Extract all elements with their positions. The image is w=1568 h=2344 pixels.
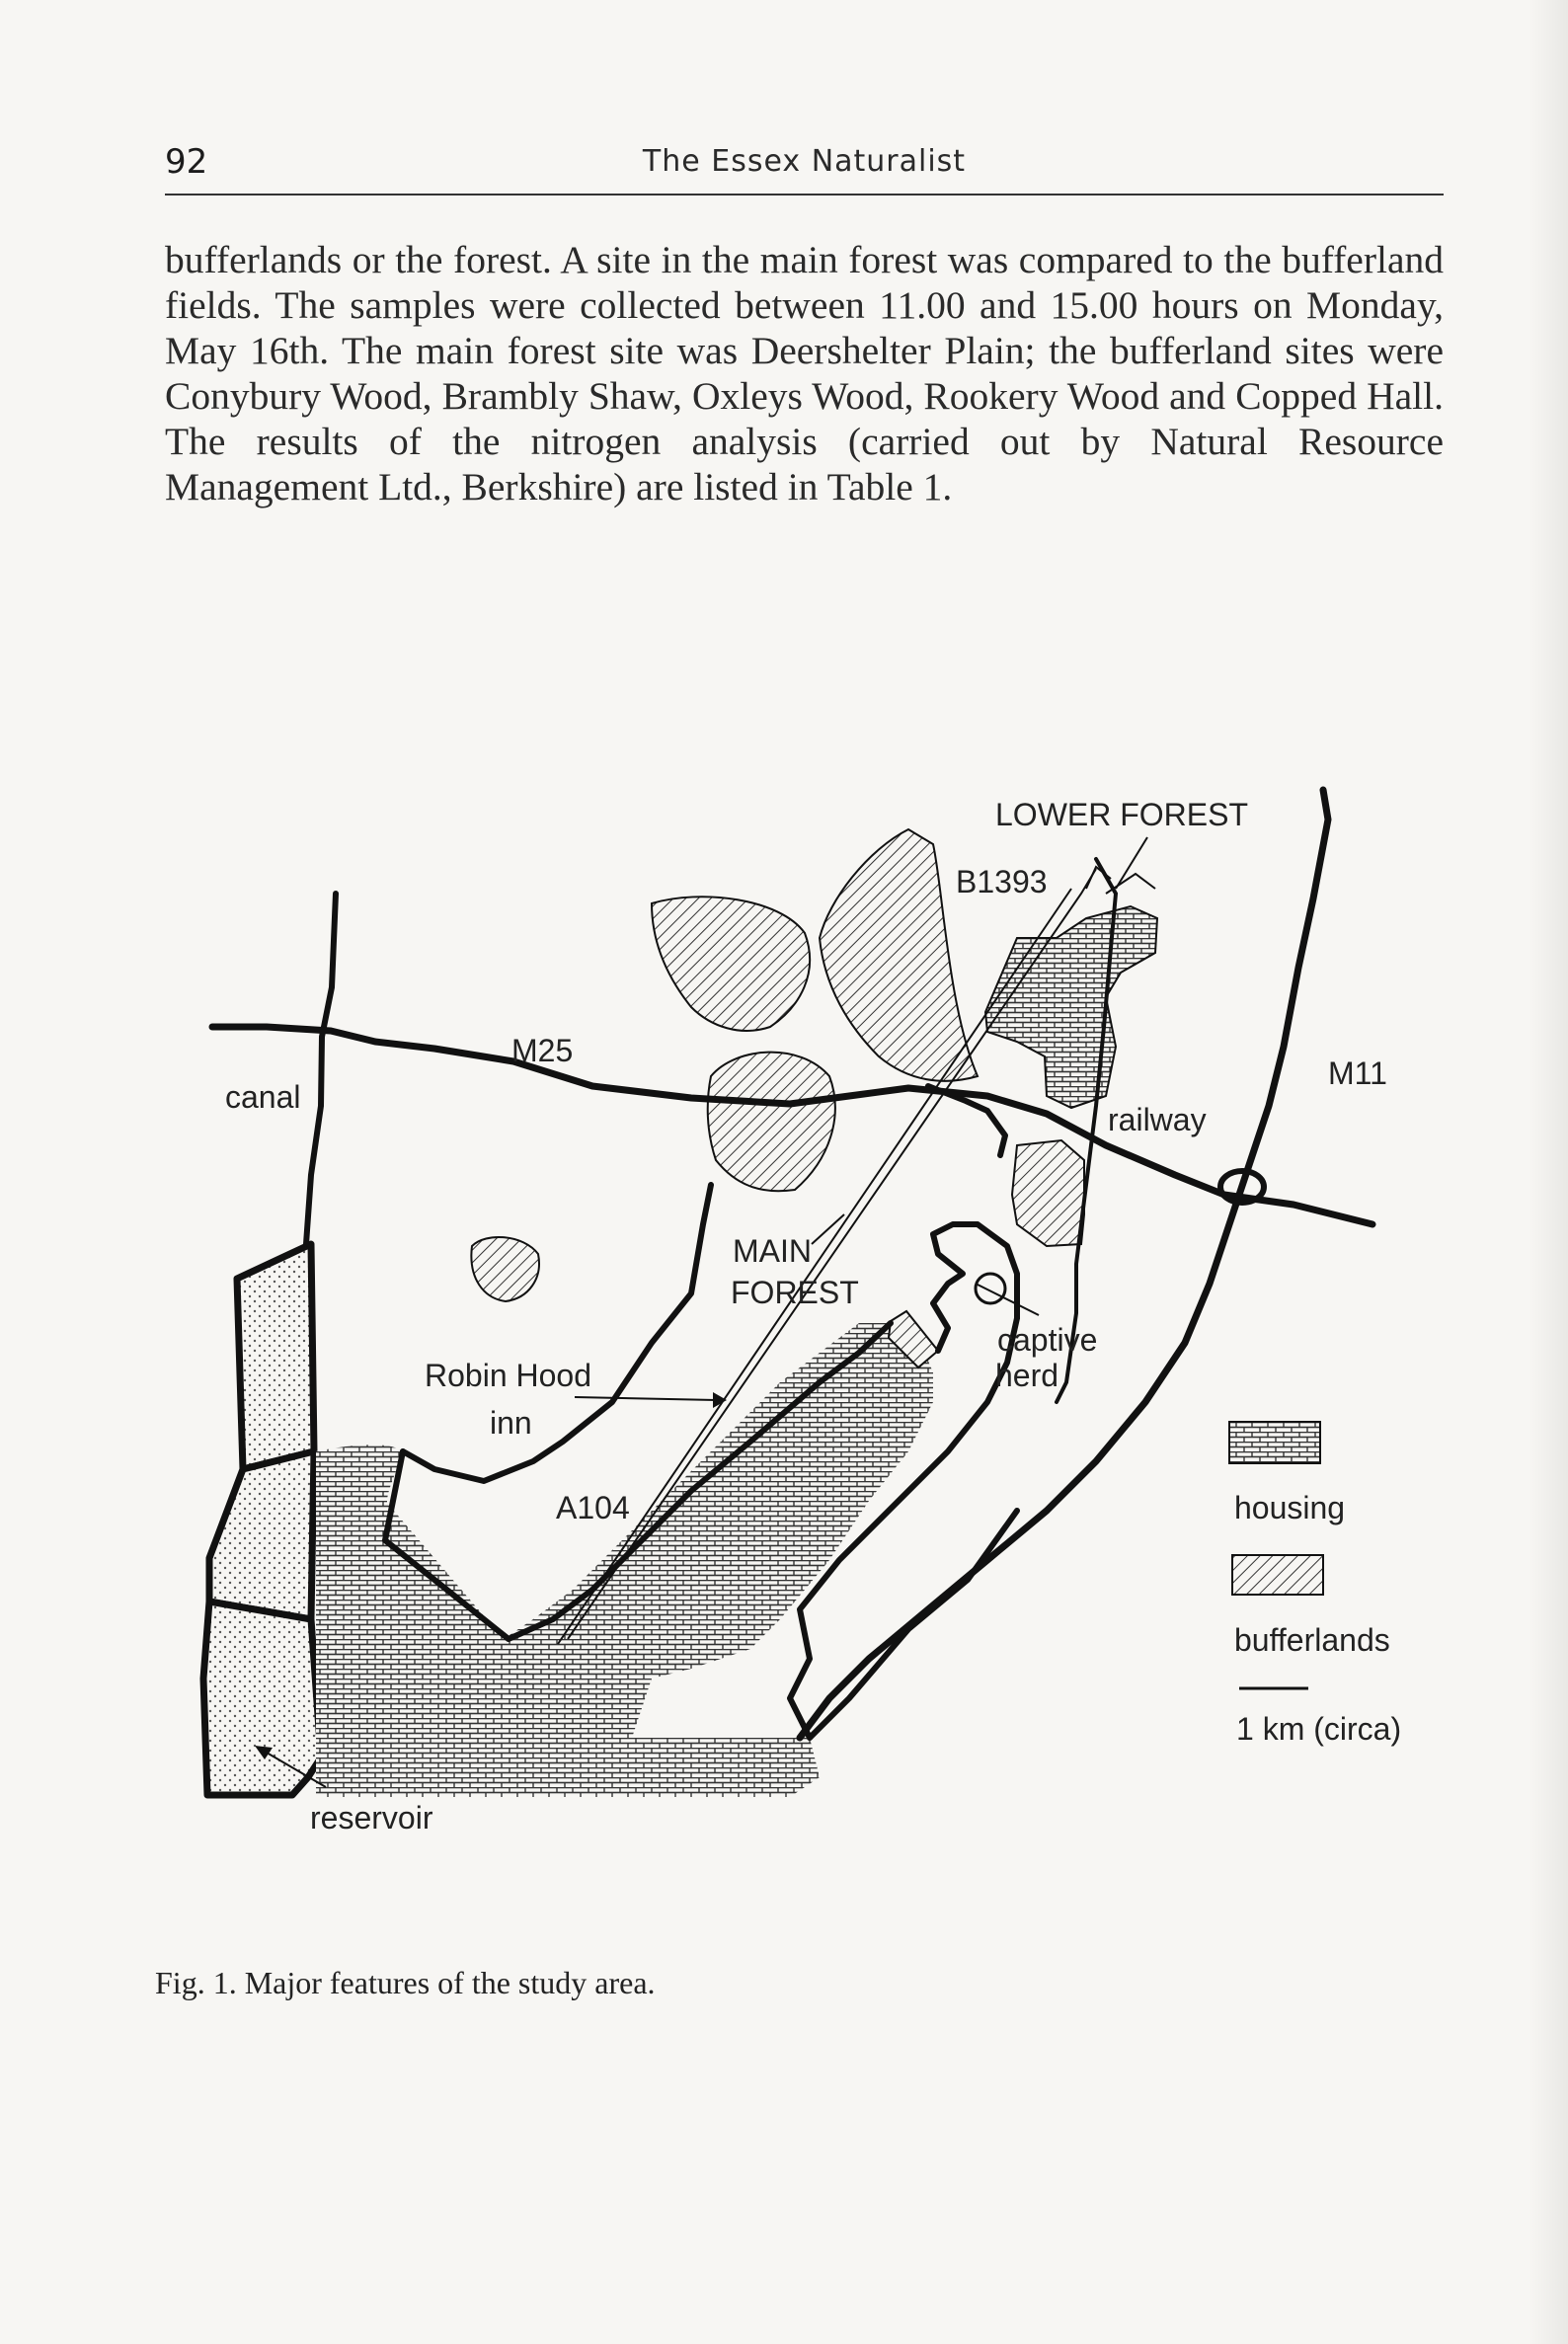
label-railway: railway	[1108, 1102, 1207, 1137]
label-main: MAIN	[733, 1233, 812, 1269]
legend-housing-swatch	[1229, 1422, 1320, 1463]
label-m25: M25	[511, 1033, 574, 1068]
figure-caption: Fig. 1. Major features of the study area.	[155, 1965, 656, 2000]
label-a104: A104	[556, 1490, 630, 1525]
label-captive: captive	[997, 1322, 1098, 1358]
label-robin-hood: Robin Hood	[425, 1358, 591, 1393]
label-reservoir: reservoir	[310, 1800, 433, 1836]
legend-bufferlands-label: bufferlands	[1234, 1622, 1390, 1658]
page-number: 92	[165, 142, 208, 182]
legend-scale-label: 1 km (circa)	[1236, 1711, 1402, 1747]
label-b1393: B1393	[956, 864, 1048, 899]
label-lower-forest: LOWER FOREST	[995, 797, 1249, 832]
label-inn: inn	[490, 1405, 532, 1441]
body-paragraph: bufferlands or the forest. A site in the main forest was compared to the bufferland fields. The samples were collected between 11.00 and 15.00 hours on Monday, May 16th. The main forest site was Deershelter Plain; the bufferland sites were Conybury Wood, Brambly Shaw, Oxleys Wood, Rookery Wood and Copped Hall. The results of the nitrogen analysis (carried out by Natural Resource Management Ltd., Berkshire) are listed in Table 1.	[165, 238, 1444, 508]
label-herd: herd	[995, 1358, 1059, 1393]
housing-south-strip	[395, 1738, 820, 1797]
legend-housing-label: housing	[1234, 1490, 1346, 1525]
legend-bufferlands-swatch	[1232, 1555, 1323, 1595]
label-canal: canal	[225, 1079, 301, 1115]
running-title: The Essex Naturalist	[642, 144, 967, 179]
label-forest: FOREST	[731, 1275, 859, 1310]
label-m11: M11	[1328, 1055, 1387, 1091]
